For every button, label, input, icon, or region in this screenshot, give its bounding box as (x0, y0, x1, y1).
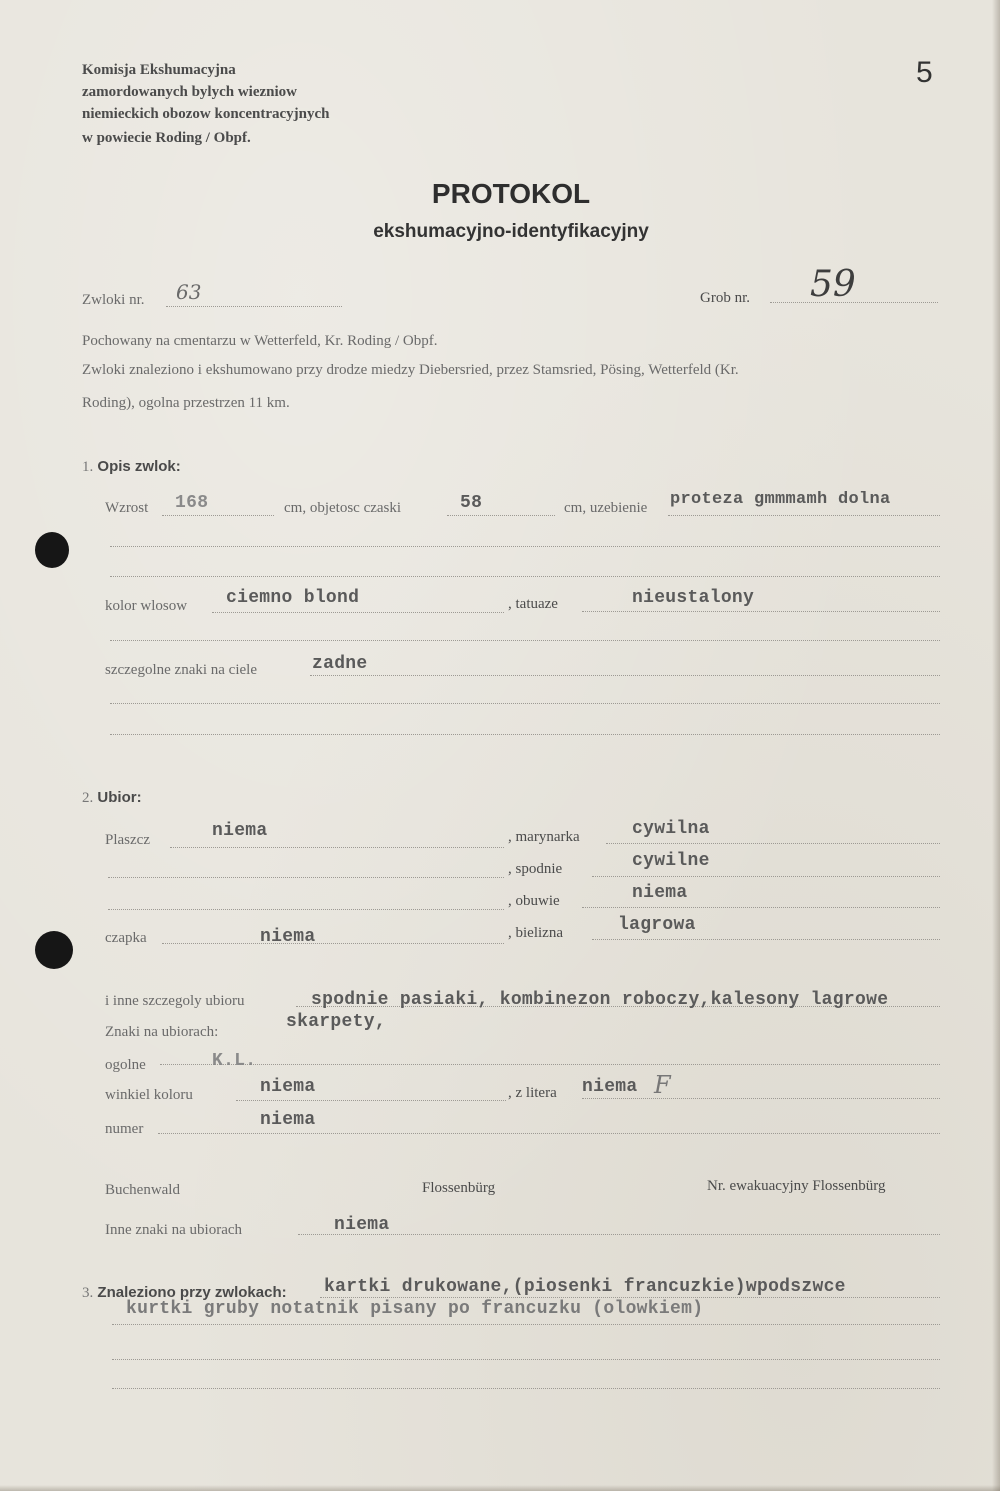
burial-line-3: Roding), ogolna przestrzen 11 km. (82, 395, 290, 411)
section2-number: 2. (82, 790, 94, 806)
marks-dotted-line (310, 675, 940, 676)
czaszka-value: 58 (460, 493, 483, 513)
nr-ewakuacyjny-label: Nr. ewakuacyjny Flossenbürg (707, 1178, 886, 1194)
section1-heading (82, 458, 181, 476)
marks-label: szczegolne znaki na ciele (105, 662, 257, 678)
zwloki-label: Zwloki nr. (82, 292, 145, 308)
tattoo-dotted-line (582, 611, 940, 612)
winkiel-value: niema (260, 1077, 316, 1097)
zwloki-dotted-line (166, 306, 342, 307)
wzrost-dotted-line (162, 515, 274, 516)
hair-label: kolor wlosow (105, 598, 188, 614)
header-line-4: w powiecie Roding / Obpf. (82, 130, 251, 146)
header-line-3: niemieckich obozow koncentracyjnych (82, 106, 330, 122)
czaszka-dotted-line (447, 515, 555, 516)
paper-edge-shadow-right (992, 0, 1000, 1491)
ogolne-dotted-line (160, 1064, 940, 1065)
blank-line-1 (110, 546, 940, 547)
header-line-2: zamordowanych bylych wiezniow (82, 84, 297, 100)
document-title: PROTOKOL (431, 178, 591, 209)
section2-heading (82, 789, 142, 807)
blank-line-9 (112, 1388, 940, 1389)
blank-line-6 (108, 877, 504, 878)
spodnie-dotted-line (592, 876, 940, 877)
blank-line-5 (110, 734, 940, 735)
marynarka-dotted-line (606, 843, 940, 844)
inne-znaki-dotted-line (298, 1234, 940, 1235)
czapka-value: niema (260, 927, 316, 947)
page-number: 5 (916, 56, 933, 89)
inne-znaki-value: niema (334, 1215, 390, 1235)
blank-line-2 (110, 576, 940, 577)
obuwie-value: niema (632, 883, 688, 903)
buchenwald-label: Buchenwald (105, 1182, 180, 1198)
section1-title: Opis zwlok: (97, 458, 181, 475)
spodnie-label: , spodnie (508, 861, 563, 877)
marynarka-value: cywilna (632, 819, 710, 839)
znaki-value: skarpety, (286, 1012, 386, 1032)
obuwie-label: , obuwie (508, 893, 560, 909)
czaszka-label: cm, objetosc czaski (284, 500, 402, 516)
blank-line-7 (108, 909, 504, 910)
flossenburg-label: Flossenbürg (422, 1180, 496, 1196)
grob-value: 59 (810, 264, 856, 305)
litera-value: niema (582, 1077, 638, 1097)
wzrost-value: 168 (175, 493, 209, 513)
bielizna-label: , bielizna (508, 925, 563, 941)
section3-dotted-line-2 (112, 1324, 940, 1325)
uzebienie-value: proteza gmmmamh dolna (670, 490, 891, 509)
inne-szczegoly-label: i inne szczegoly ubioru (105, 993, 245, 1009)
burial-line-2: Zwloki znaleziono i ekshumowano przy drodze miedzy Diebersried, przez Stamsried, Pösing, Wetterfeld (Kr. (82, 362, 739, 378)
burial-line-1: Pochowany na cmentarzu w Wetterfeld, Kr. Roding / Obpf. (82, 333, 438, 349)
header-line-1: Komisja Ekshumacyjna (82, 62, 236, 78)
plaszcz-label: Plaszcz (105, 832, 150, 848)
marks-value: zadne (312, 654, 368, 674)
section3-value-line-2: kurtki gruby notatnik pisany po francuzku (olowkiem) (126, 1299, 704, 1319)
winkiel-label: winkiel koloru (105, 1087, 193, 1103)
litera-handwritten-mark: F (654, 1071, 671, 1099)
section3-dotted-line-1 (320, 1297, 940, 1298)
spodnie-value: cywilne (632, 851, 710, 871)
grob-label: Grob nr. (700, 290, 750, 306)
ogolne-value: K.L. (212, 1051, 257, 1071)
bielizna-value: lagrowa (618, 915, 696, 935)
tattoo-value: nieustalony (632, 588, 755, 608)
blank-line-8 (112, 1359, 940, 1360)
inne-znaki-label: Inne znaki na ubiorach (105, 1222, 243, 1238)
section3-title: Znaleziono przy zwlokach: (97, 1284, 287, 1301)
znaki-label: Znaki na ubiorach: (105, 1024, 219, 1040)
section3-value-line-1: kartki drukowane,(piosenki francuzkie)wpodszwce (324, 1277, 846, 1297)
section1-number: 1. (82, 459, 94, 475)
plaszcz-value: niema (212, 821, 268, 841)
marynarka-label: , marynarka (508, 829, 580, 845)
punch-hole-top (35, 532, 69, 568)
winkiel-dotted-line (236, 1100, 506, 1101)
hair-value: ciemno blond (226, 588, 360, 608)
litera-label: , z litera (508, 1085, 557, 1101)
blank-line-4 (110, 703, 940, 704)
uzebienie-label: cm, uzebienie (564, 500, 648, 516)
plaszcz-dotted-line (170, 847, 504, 848)
section3-number: 3. (82, 1285, 94, 1301)
ogolne-label: ogolne (105, 1057, 146, 1073)
zwloki-value: 63 (176, 280, 202, 304)
tattoo-label: , tatuaze (508, 596, 558, 612)
czapka-label: czapka (105, 930, 147, 946)
punch-hole-bottom (35, 931, 73, 969)
litera-dotted-line (582, 1098, 940, 1099)
uzebienie-dotted-line (668, 515, 940, 516)
document-subtitle: ekshumacyjno-identyfikacyjny (373, 221, 649, 242)
hair-dotted-line (212, 612, 504, 613)
bielizna-dotted-line (592, 939, 940, 940)
obuwie-dotted-line (582, 907, 940, 908)
section2-title: Ubior: (97, 789, 142, 806)
numer-dotted-line (158, 1133, 940, 1134)
numer-label: numer (105, 1121, 144, 1137)
numer-value: niema (260, 1110, 316, 1130)
wzrost-label: Wzrost (105, 500, 149, 516)
czapka-dotted-line (162, 943, 504, 944)
blank-line-3 (110, 640, 940, 641)
inne-szczegoly-value: spodnie pasiaki, kombinezon roboczy,kalesony lagrowe (311, 990, 889, 1010)
paper-edge-shadow-bottom (0, 1485, 1000, 1491)
